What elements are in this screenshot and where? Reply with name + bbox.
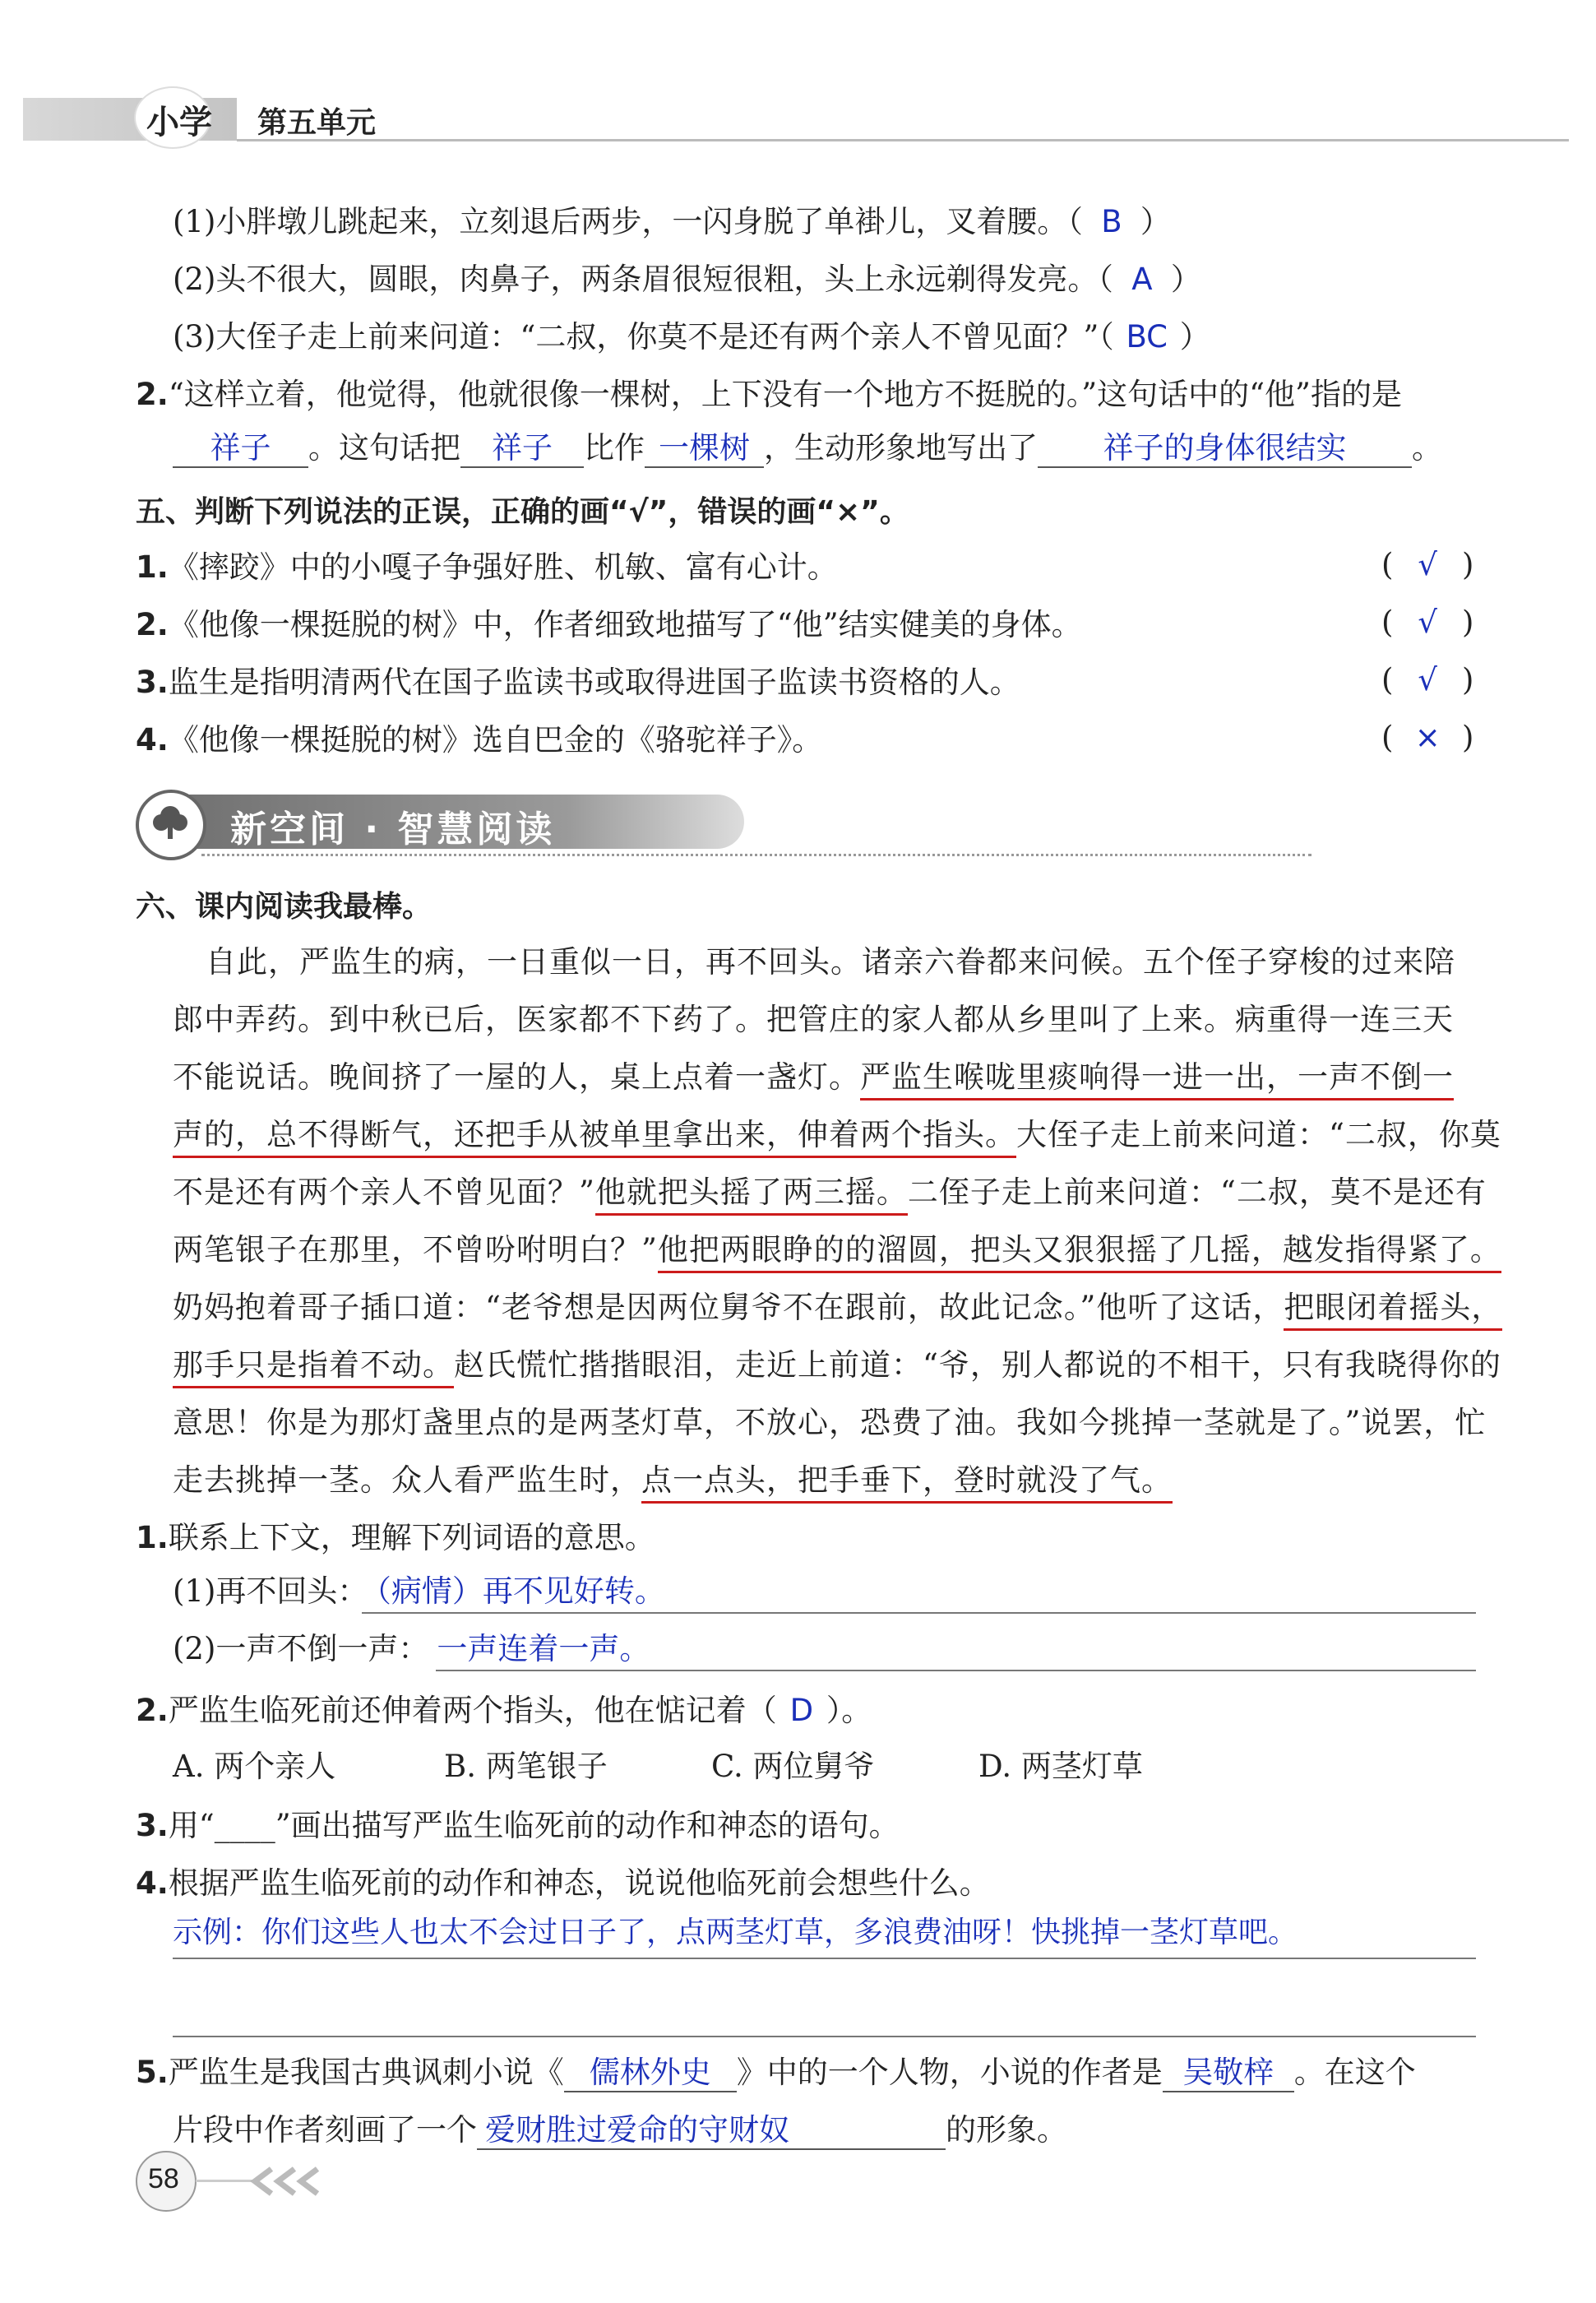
header-bar xyxy=(23,95,1569,144)
footer-rule xyxy=(196,2180,253,2182)
passage-line: 声的，总不得断气，还把手从被单里拿出来，伸着两个指头。大侄子走上前来问道：“二叔，你莫 xyxy=(173,1114,1501,1156)
q2-blank-2[interactable]: 祥子 xyxy=(460,430,584,468)
q1-item-3: (3)大侄子走上前来问道：“二叔，你莫不是还有两个亲人不曾见面？”（ BC ） xyxy=(173,319,1210,354)
banner-title: 新空间 · 智慧阅读 xyxy=(230,809,556,850)
answer-line xyxy=(173,1958,1476,1959)
s5-item-2: 2.《他像一棵挺脱的树》中，作者细致地描写了“他”结实健美的身体。 xyxy=(136,607,1082,642)
q2-blanks: 祥子 。这句话把 祥子 比作 一棵树 ，生动形象地写出了 祥子的身体很结实 。 xyxy=(173,428,1442,469)
q1-item-2: (2)头不很大，圆眼，肉鼻子，两条眉很短很粗，头上永远剃得发亮。（ A ） xyxy=(173,262,1201,297)
s6-q5-line1: 5.严监生是我国古典讽刺小说《 儒林外史 》中的一个人物，小说的作者是 吴敬梓 。在这个 xyxy=(136,2052,1416,2093)
s6-q5-blank-1[interactable]: 儒林外史 xyxy=(564,2055,737,2092)
s6-q1-answer-1[interactable]: （病情）再不见好转。 xyxy=(376,1573,665,1609)
s6-q3: 3.用“____”画出描写严监生临死前的动作和神态的语句。 xyxy=(136,1808,900,1843)
passage-line: 走去挑掉一茎。众人看严监生时，点一点头，把手垂下，登时就没了气。 xyxy=(173,1460,1173,1501)
passage-line: 不是还有两个亲人不曾见面？”他就把头摇了两三摇。二侄子走上前来问道：“二叔，莫不是还有 xyxy=(173,1172,1487,1213)
underlined-sentence: 那手只是指着不动。 xyxy=(173,1347,454,1388)
section6-title: 六、课内阅读我最棒。 xyxy=(136,890,433,924)
s6-q2-option-c: C. 两位舅爷 xyxy=(711,1749,875,1784)
s6-q4-answer[interactable]: 示例：你们这些人也太不会过日子了，点两茎灯草，多浪费油呀！快挑掉一茎灯草吧。 xyxy=(173,1916,1298,1949)
s5-item-4: 4.《他像一棵挺脱的树》选自巴金的《骆驼祥子》。 xyxy=(136,722,823,758)
tree-icon xyxy=(149,801,192,844)
s5-paren-2: ( √ ) xyxy=(1381,605,1474,640)
header-rule xyxy=(237,139,1569,141)
passage-line: 两笔银子在那里，不曾吩咐明白？”他把两眼睁的的溜圆，把头又狠狠摇了几摇，越发指得紧了。 xyxy=(173,1230,1501,1271)
s5-paren-3: ( √ ) xyxy=(1381,662,1474,697)
s5-item-1: 1.《摔跤》中的小嘎子争强好胜、机敏、富有心计。 xyxy=(136,549,838,585)
header-logo: 小学 xyxy=(146,104,212,141)
underlined-sentence: 他就把头摇了两三摇。 xyxy=(595,1175,908,1216)
s5-paren-4: ( × ) xyxy=(1381,720,1474,755)
passage-line: 郎中弄药。到中秋已后，医家都不下药了。把管庄的家人都从乡里叫了上来。病重得一连三天 xyxy=(173,1002,1454,1037)
s6-q2-option-d: D. 两茎灯草 xyxy=(978,1749,1143,1784)
section-banner xyxy=(136,790,1311,855)
s6-q5-blank-3[interactable]: 爱财胜过爱命的守财奴 xyxy=(477,2112,946,2150)
s6-q1: 1.联系上下文，理解下列词语的意思。 xyxy=(136,1520,655,1555)
s6-q4: 4.根据严监生临死前的动作和神态，说说他临死前会想些什么。 xyxy=(136,1865,990,1901)
q2-blank-4[interactable]: 祥子的身体很结实 xyxy=(1038,430,1412,468)
underlined-sentence: 点一点头，把手垂下，登时就没了气。 xyxy=(641,1462,1173,1504)
banner-dotted-rule xyxy=(201,854,1311,856)
passage-line: 自此，严监生的病，一日重似一日，再不回头。诸亲六眷都来问候。五个侄子穿梭的过来陪 xyxy=(206,944,1455,980)
q1-item-1: (1)小胖墩儿跳起来，立刻退后两步，一闪身脱了单褂儿，叉着腰。（ B ） xyxy=(173,204,1171,239)
section5-title: 五、判断下列说法的正误，正确的画“√”，错误的画“×”。 xyxy=(136,495,909,529)
answer-line xyxy=(362,1612,1476,1614)
chevrons-icon xyxy=(247,2165,325,2198)
s6-q5-blank-2[interactable]: 吴敬梓 xyxy=(1163,2055,1294,2092)
header-unit: 第五单元 xyxy=(257,106,377,140)
s6-q5-line2: 片段中作者刻画了一个 爱财胜过爱命的守财奴 的形象。 xyxy=(173,2110,1067,2151)
passage-line: 那手只是指着不动。赵氏慌忙揩揩眼泪，走近上前道：“爷，别人都说的不相干，只有我晓得你的 xyxy=(173,1345,1501,1386)
s6-q1-sub2: (2)一声不倒一声： 一声连着一声。 xyxy=(173,1631,650,1666)
s6-q2: 2.严监生临死前还伸着两个指头，他在惦记着（ D ）。 xyxy=(136,1693,872,1728)
answer-line xyxy=(173,2036,1476,2037)
passage-line: 奶妈抱着哥子插口道：“老爷想是因两位舅爷不在跟前，故此记念。”他听了这话，把眼闭着摇头， xyxy=(173,1287,1502,1328)
q2-question: 2.“这样立着，他觉得，他就很像一棵树，上下没有一个地方不挺脱的。”这句话中的“他”指的是 xyxy=(136,377,1402,412)
s6-q2-option-a: A. 两个亲人 xyxy=(173,1749,336,1784)
underlined-sentence: 他把两眼睁的的溜圆，把头又狠狠摇了几摇，越发指得紧了。 xyxy=(658,1232,1501,1273)
underlined-sentence: 严监生喉咙里痰响得一进一出，一声不倒一 xyxy=(860,1059,1454,1101)
answer-line xyxy=(436,1670,1476,1671)
s6-q1-answer-2[interactable]: 一声连着一声。 xyxy=(437,1631,650,1666)
s5-paren-1: ( √ ) xyxy=(1381,547,1474,582)
q2-blank-1[interactable]: 祥子 xyxy=(173,430,308,468)
q2-blank-3[interactable]: 一棵树 xyxy=(645,430,764,468)
passage-line: 不能说话。晚间挤了一屋的人，桌上点着一盏灯。严监生喉咙里痰响得一进一出，一声不倒一 xyxy=(173,1057,1454,1098)
s6-q2-option-b: B. 两笔银子 xyxy=(444,1749,608,1784)
s5-item-3: 3.监生是指明清两代在国子监读书或取得进国子监读书资格的人。 xyxy=(136,665,1020,700)
underlined-sentence: 把眼闭着摇头， xyxy=(1284,1290,1502,1331)
s6-q1-sub1: (1)再不回头： （病情）再不见好转。 xyxy=(173,1573,665,1609)
underlined-sentence: 声的，总不得断气，还把手从被单里拿出来，伸着两个指头。 xyxy=(173,1117,1016,1158)
passage-line: 意思！你是为那灯盏里点的是两茎灯草，不放心，恐费了油。我如今挑掉一茎就是了。”说罢，忙 xyxy=(173,1405,1487,1440)
page-number: 58 xyxy=(148,2163,179,2194)
